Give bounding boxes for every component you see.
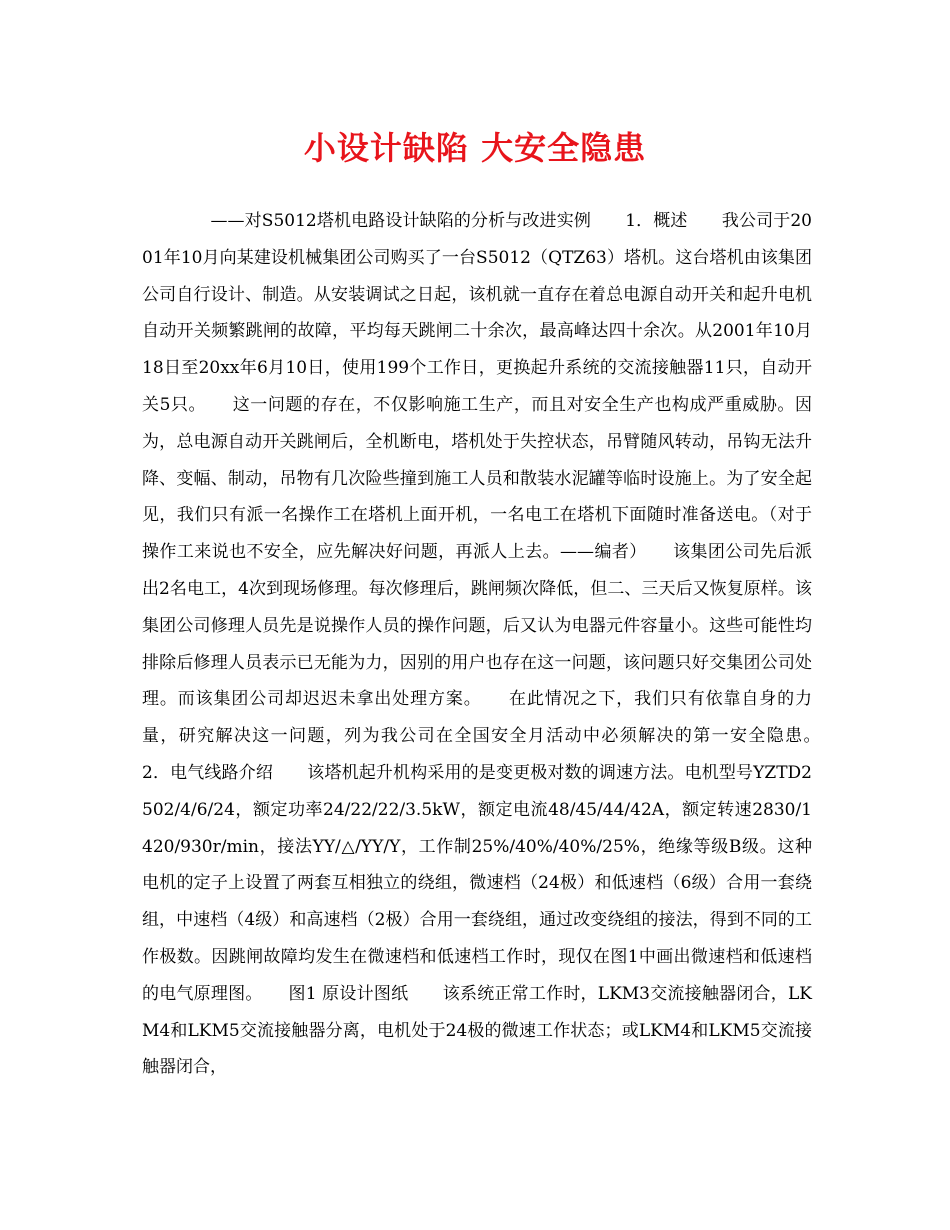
body-paragraph: ——对S5012塔机电路设计缺陷的分析与改进实例 1．概述 我公司于2001年10月向某建设机械集团公司购买了一台S5012（QTZ63）塔机。这台塔机由该集团公司自行设计、制造。从安装调试之日起，该机就一直存在着总电源自动开关和起升电机自动开关频繁跳闸的故障，平均每天跳闸二十余次，最高峰达四十余次。从2001年10月18日至20xx年6月10日，使用199个工作日，更换起升系统的交流接触器11只，自动开关5只。 这一问题的存在，不仅影响施工生产，而且对安全生产也构成严重威胁。因为，总电源自动开关跳闸后，全机断电，塔机处于失控状态，吊臂随风转动，吊钩无法升降、变幅、制动，吊物有几次险些撞到施工人员和散装水泥罐等临时设施上。为了安全起见，我们只有派一名操作工在塔机上面开机，一名电工在塔机下面随时准备送电。（对于操作工来说也不安全，应先解决好问题，再派人上去。——编者） 该集团公司先后派出2名电工，4次到现场修理。每次修理后，跳闸频次降低，但二、三天后又恢复原样。该集团公司修理人员先是说操作人员的操作问题，后又认为电器元件容量小。这些可能性均排除后修理人员表示已无能为力，因别的用户也存在这一问题，该问题只好交集团公司处理。而该集团公司却迟迟未拿出处理方案。 在此情况之下，我们只有依靠自身的力量，研究解决这一问题，列为我公司在全国安全月活动中必须解决的第一安全隐患。 2．电气线路介绍 该塔机起升机构采用的是变更极对数的调速方法。电机型号YZTD2502/4/6/24，额定功率24/22/22/3.5kW，额定电流48/45/44/42A，额定转速2830/1420/930r/min，接法YY/△/YY/Y，工作制25%/40%/40%/25%，绝缘等级B级。这种电机的定子上设置了两套互相独立的绕组，微速档（24极）和低速档（6级）合用一套绕组，中速档（4级）和高速档（2极）合用一套绕组，通过改变绕组的接法，得到不同的工作极数。因跳闸故障均发生在微速档和低速档工作时，现仅在图1中画出微速档和低速档的电气原理图。 图1 原设计图纸 该系统正常工作时，LKM3交流接触器闭合，LKM4和LKM5交流接触器分离，电机处于24极的微速工作状态；或LKM4和LKM5交流接触器闭合，: [142, 211, 846, 1078]
document-title: 小设计缺陷 大安全隐患: [303, 129, 647, 167]
document-body: [142, 203, 846, 1086]
